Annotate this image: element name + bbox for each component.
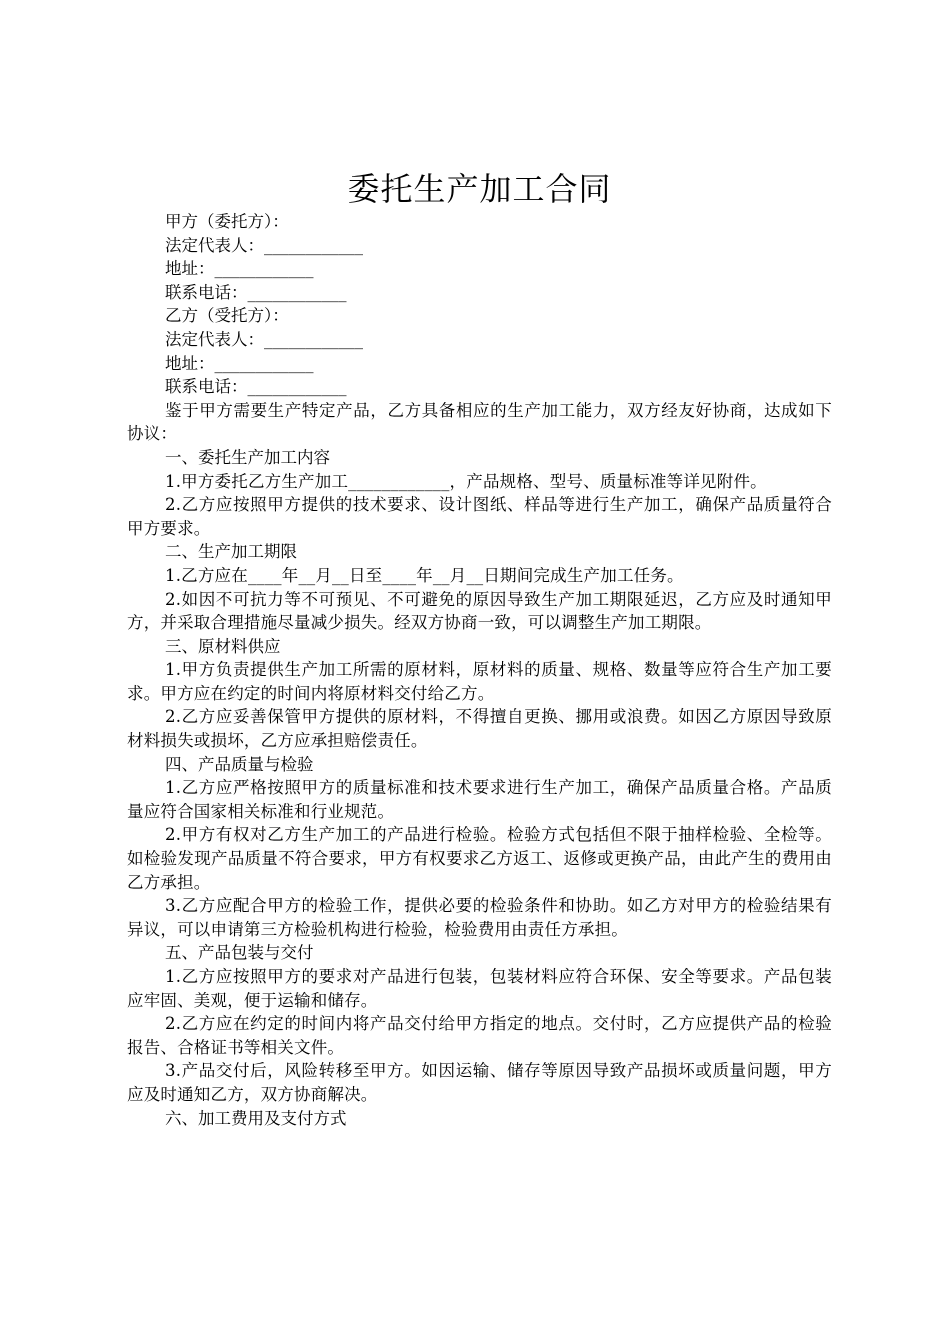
clause-paragraph: 1.乙方应在____年__月__日至____年__月__日期间完成生产加工任务。 bbox=[165, 565, 684, 585]
clause-paragraph: 2.乙方应按照甲方提供的技术要求、设计图纸、样品等进行生产加工，确保产品质量符合甲方要求。 bbox=[127, 495, 832, 538]
clause-paragraph: 1.甲方负责提供生产加工所需的原材料，原材料的质量、规格、数量等应符合生产加工要求。甲方应在约定的时间内将原材料交付给乙方。 bbox=[127, 660, 832, 703]
section-heading: 四、产品质量与检验 bbox=[165, 754, 314, 774]
party-b-address: 地址：____________ bbox=[165, 353, 314, 373]
clause-paragraph: 1.甲方委托乙方生产加工____________，产品规格、型号、质量标准等详见附件。 bbox=[165, 471, 767, 491]
party-a-label: 甲方（委托方）： bbox=[165, 212, 289, 231]
party-b-phone: 联系电话：____________ bbox=[165, 377, 347, 397]
section-heading: 三、原材料供应 bbox=[165, 636, 281, 656]
clause-paragraph: 1.乙方应严格按照甲方的质量标准和技术要求进行生产加工，确保产品质量合格。产品质量应符合国家相关标准和行业规范。 bbox=[127, 778, 832, 821]
clause-paragraph: 2.乙方应在约定的时间内将产品交付给甲方指定的地点。交付时，乙方应提供产品的检验报告、合格证书等相关文件。 bbox=[127, 1014, 832, 1057]
clause-paragraph: 3.乙方应配合甲方的检验工作，提供必要的检验条件和协助。如乙方对甲方的检验结果有异议，可以申请第三方检验机构进行检验，检验费用由责任方承担。 bbox=[127, 896, 832, 939]
section-heading: 五、产品包装与交付 bbox=[165, 943, 314, 963]
clause-paragraph: 2.如因不可抗力等不可预见、不可避免的原因导致生产加工期限延迟，乙方应及时通知甲方，并采取合理措施尽量减少损失。经双方协商一致，可以调整生产加工期限。 bbox=[127, 589, 832, 633]
clause-paragraph: 3.产品交付后，风险转移至甲方。如因运输、储存等原因导致产品损坏或质量问题，甲方应及时通知乙方，双方协商解决。 bbox=[127, 1061, 832, 1104]
clause-paragraph: 2.甲方有权对乙方生产加工的产品进行检验。检验方式包括但不限于抽样检验、全检等。如检验发现产品质量不符合要求，甲方有权要求乙方返工、返修或更换产品，由此产生的费用由乙方承担。 bbox=[127, 825, 832, 892]
party-b-label: 乙方（受托方）： bbox=[165, 306, 289, 326]
section-heading: 二、生产加工期限 bbox=[165, 542, 297, 562]
party-a-rep: 法定代表人：____________ bbox=[165, 235, 363, 255]
section-heading: 六、加工费用及支付方式 bbox=[165, 1108, 347, 1128]
clause-paragraph: 1.乙方应按照甲方的要求对产品进行包装，包装材料应符合环保、安全等要求。产品包装应牢固、美观，便于运输和储存。 bbox=[127, 967, 832, 1010]
section-heading: 一、委托生产加工内容 bbox=[165, 447, 330, 467]
contract-page bbox=[127, 168, 832, 1130]
clause-paragraph: 2.乙方应妥善保管甲方提供的原材料，不得擅自更换、挪用或浪费。如因乙方原因导致原材料损失或损坏，乙方应承担赔偿责任。 bbox=[127, 707, 832, 751]
party-b-rep: 法定代表人：____________ bbox=[165, 329, 363, 349]
party-a-phone: 联系电话：____________ bbox=[165, 282, 347, 302]
intro-paragraph: 鉴于甲方需要生产特定产品，乙方具备相应的生产加工能力，双方经友好协商，达成如下协议： bbox=[127, 400, 832, 444]
party-a-address: 地址：____________ bbox=[165, 259, 314, 279]
document-title: 委托生产加工合同 bbox=[347, 170, 612, 208]
